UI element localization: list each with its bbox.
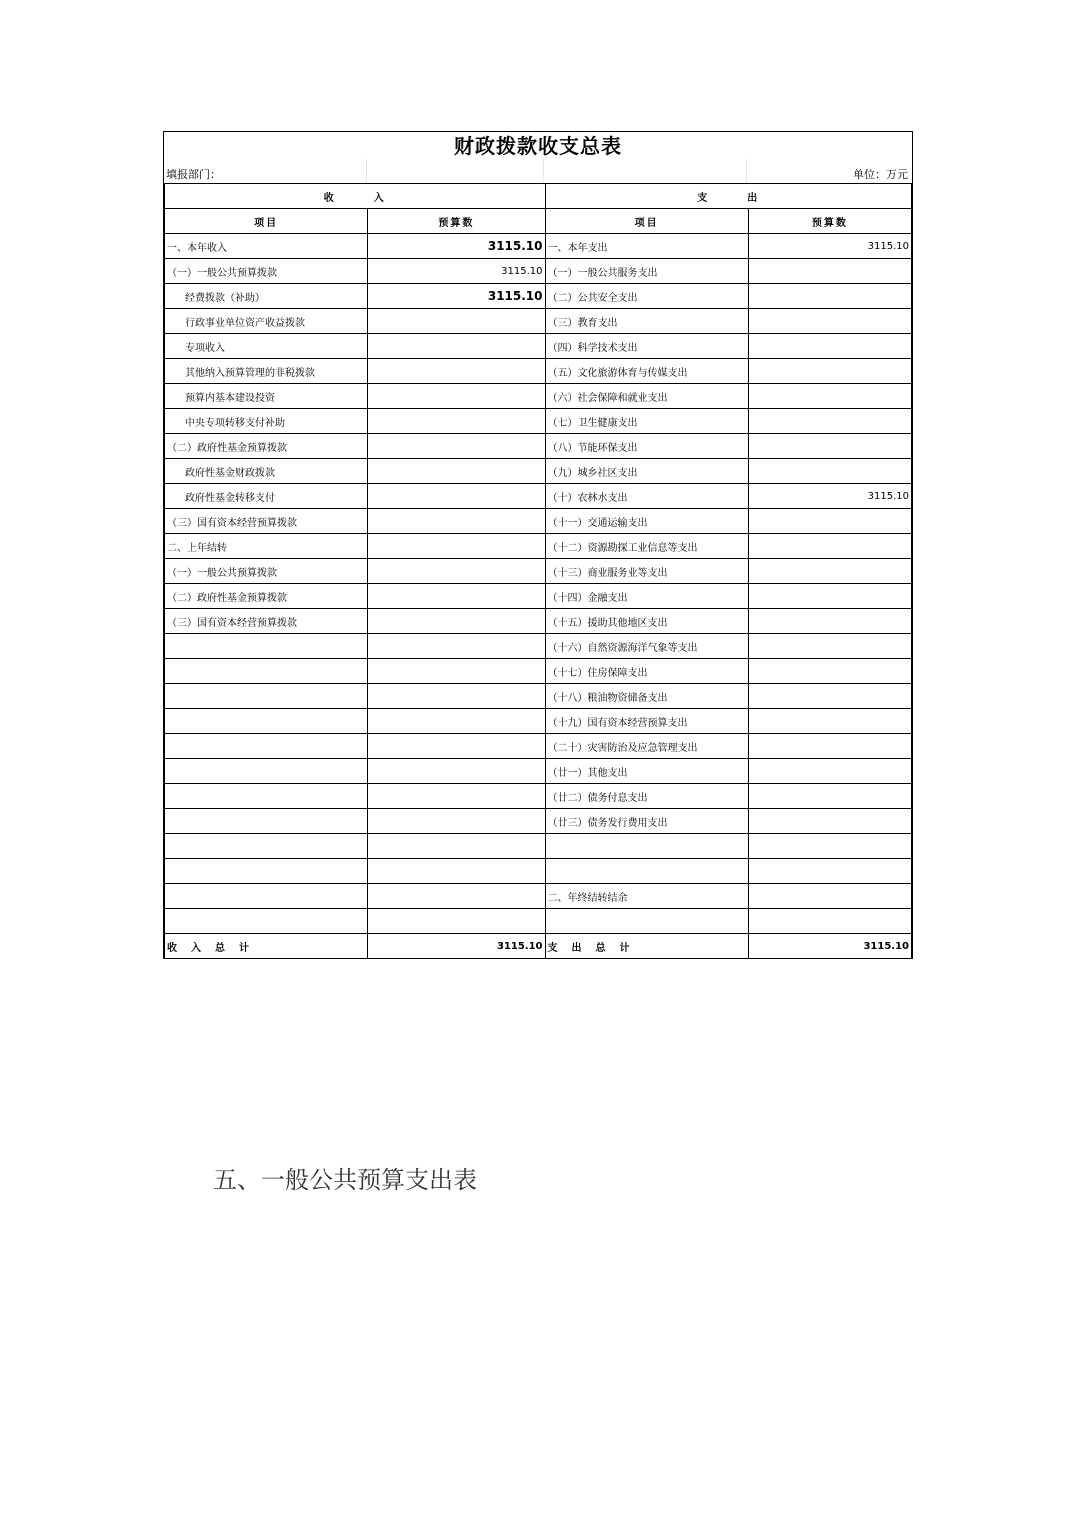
expense-item: （廿一）其他支出 — [545, 759, 748, 784]
income-budget-value — [368, 684, 545, 709]
income-item: 其他纳入预算管理的非税拨款 — [165, 359, 368, 384]
income-budget-value — [368, 809, 545, 834]
expense-item: （十五）援助其他地区支出 — [545, 609, 748, 634]
table-row — [165, 409, 912, 434]
expense-budget-value — [748, 434, 911, 459]
table-row — [165, 834, 912, 859]
expense-budget-value — [748, 259, 911, 284]
table-row — [165, 534, 912, 559]
expense-item: （十九）国有资本经营预算支出 — [545, 709, 748, 734]
expense-budget-value — [748, 534, 911, 559]
income-item — [165, 709, 368, 734]
income-budget-value — [368, 309, 545, 334]
budget-summary-sheet — [163, 131, 913, 959]
income-budget-value — [368, 609, 545, 634]
expense-budget-value — [748, 384, 911, 409]
table-row — [165, 434, 912, 459]
expense-budget-value — [748, 359, 911, 384]
expense-budget-value — [748, 734, 911, 759]
income-item-header: 项目 — [165, 209, 368, 234]
expense-item: （十七）住房保障支出 — [545, 659, 748, 684]
expense-budget-value — [748, 634, 911, 659]
expense-budget-value — [748, 659, 911, 684]
expense-budget-value — [748, 309, 911, 334]
income-budget-value — [368, 509, 545, 534]
income-item: 一、本年收入 — [165, 234, 368, 259]
expense-budget-value — [748, 859, 911, 884]
dept-label: 填报部门： — [166, 168, 221, 181]
income-budget-header: 预算数 — [368, 209, 545, 234]
divider — [366, 159, 367, 183]
table-row — [165, 734, 912, 759]
income-item: 二、上年结转 — [165, 534, 368, 559]
expense-budget-value — [748, 759, 911, 784]
table-row — [165, 784, 912, 809]
unit-label: 单位：万元 — [853, 168, 908, 181]
expense-char-1: 支 — [697, 192, 710, 204]
expense-item: （四）科学技术支出 — [545, 334, 748, 359]
income-item — [165, 659, 368, 684]
income-char-1: 收 — [323, 192, 336, 204]
expense-budget-value — [748, 584, 911, 609]
expense-budget-value — [748, 334, 911, 359]
expense-item-header: 项目 — [545, 209, 748, 234]
table-row — [165, 234, 912, 259]
expense-item: （十八）粮油物资储备支出 — [545, 684, 748, 709]
expense-budget-value — [748, 284, 911, 309]
income-budget-value: 3115.10 — [368, 284, 545, 309]
table-row — [165, 659, 912, 684]
column-header-row — [165, 209, 912, 234]
income-item: 行政事业单位资产收益拨款 — [165, 309, 368, 334]
income-budget-value — [368, 884, 545, 909]
expense-budget-value — [748, 609, 911, 634]
income-item: 经费拨款（补助） — [165, 284, 368, 309]
expense-item: （八）节能环保支出 — [545, 434, 748, 459]
table-row — [165, 759, 912, 784]
income-item — [165, 834, 368, 859]
income-item: （三）国有资本经营预算拨款 — [165, 609, 368, 634]
income-budget-value — [368, 759, 545, 784]
table-row — [165, 884, 912, 909]
expense-item: （二）公共安全支出 — [545, 284, 748, 309]
expense-budget-value — [748, 909, 911, 934]
expense-char-2: 出 — [747, 192, 760, 204]
income-budget-value — [368, 834, 545, 859]
income-item: （一）一般公共预算拨款 — [165, 259, 368, 284]
expense-item: （十三）商业服务业等支出 — [545, 559, 748, 584]
expense-budget-value: 3115.10 — [748, 234, 911, 259]
expense-item — [545, 909, 748, 934]
income-item — [165, 684, 368, 709]
expense-item: （十四）金融支出 — [545, 584, 748, 609]
income-budget-value — [368, 409, 545, 434]
expense-item: （二十）灾害防治及应急管理支出 — [545, 734, 748, 759]
table-row — [165, 284, 912, 309]
income-item: 中央专项转移支付补助 — [165, 409, 368, 434]
income-item: （二）政府性基金预算拨款 — [165, 434, 368, 459]
expense-budget-value: 3115.10 — [748, 484, 911, 509]
income-budget-value — [368, 459, 545, 484]
expense-budget-value — [748, 784, 911, 809]
income-budget-value — [368, 909, 545, 934]
expense-budget-value — [748, 509, 911, 534]
meta-row — [164, 159, 912, 183]
expense-item: （三）教育支出 — [545, 309, 748, 334]
expense-budget-value — [748, 459, 911, 484]
income-item: 政府性基金转移支付 — [165, 484, 368, 509]
table-row — [165, 709, 912, 734]
expense-section-header — [545, 184, 912, 209]
table-row — [165, 609, 912, 634]
table-row — [165, 509, 912, 534]
income-budget-value: 3115.10 — [368, 234, 545, 259]
income-item — [165, 634, 368, 659]
income-budget-value — [368, 559, 545, 584]
income-budget-value — [368, 434, 545, 459]
table-row — [165, 334, 912, 359]
income-budget-value — [368, 534, 545, 559]
expense-item: （十）农林水支出 — [545, 484, 748, 509]
income-budget-value — [368, 784, 545, 809]
expense-budget-header: 预算数 — [748, 209, 911, 234]
divider — [746, 159, 747, 183]
expense-item — [545, 859, 748, 884]
expense-budget-value — [748, 834, 911, 859]
expense-item — [545, 834, 748, 859]
expense-total-value: 3115.10 — [748, 934, 911, 959]
income-budget-value — [368, 859, 545, 884]
income-budget-value — [368, 584, 545, 609]
income-budget-value — [368, 359, 545, 384]
totals-row — [165, 934, 912, 959]
income-budget-value — [368, 484, 545, 509]
income-item: （三）国有资本经营预算拨款 — [165, 509, 368, 534]
expense-total-label: 支出总计 — [545, 934, 748, 959]
expense-budget-value — [748, 409, 911, 434]
income-item — [165, 809, 368, 834]
expense-item: （一）一般公共服务支出 — [545, 259, 748, 284]
table-row — [165, 684, 912, 709]
expense-item: （五）文化旅游体育与传媒支出 — [545, 359, 748, 384]
next-section-heading: 五、一般公共预算支出表 — [213, 1166, 477, 1194]
expense-budget-value — [748, 684, 911, 709]
income-budget-value — [368, 334, 545, 359]
table-row — [165, 459, 912, 484]
income-item: 政府性基金财政拨款 — [165, 459, 368, 484]
expense-item: 二、年终结转结余 — [545, 884, 748, 909]
income-budget-value — [368, 734, 545, 759]
table-row — [165, 859, 912, 884]
expense-budget-value — [748, 884, 911, 909]
income-item — [165, 859, 368, 884]
budget-table — [164, 183, 912, 959]
income-item: （一）一般公共预算拨款 — [165, 559, 368, 584]
expense-item: （十六）自然资源海洋气象等支出 — [545, 634, 748, 659]
income-budget-value — [368, 659, 545, 684]
income-budget-value — [368, 384, 545, 409]
income-total-value: 3115.10 — [368, 934, 545, 959]
table-row — [165, 359, 912, 384]
expense-item: （六）社会保障和就业支出 — [545, 384, 748, 409]
income-section-header — [165, 184, 546, 209]
income-total-label: 收入总计 — [165, 934, 368, 959]
income-budget-value — [368, 634, 545, 659]
expense-item: （七）卫生健康支出 — [545, 409, 748, 434]
table-row — [165, 809, 912, 834]
income-item: 预算内基本建设投资 — [165, 384, 368, 409]
expense-item: （十一）交通运输支出 — [545, 509, 748, 534]
expense-item: （廿三）债务发行费用支出 — [545, 809, 748, 834]
income-item — [165, 759, 368, 784]
table-row — [165, 559, 912, 584]
expense-item: （十二）资源勘探工业信息等支出 — [545, 534, 748, 559]
table-row — [165, 909, 912, 934]
expense-budget-value — [748, 809, 911, 834]
table-row — [165, 484, 912, 509]
income-item: （二）政府性基金预算拨款 — [165, 584, 368, 609]
income-budget-value: 3115.10 — [368, 259, 545, 284]
section-header-row — [165, 184, 912, 209]
income-item — [165, 909, 368, 934]
divider — [543, 159, 544, 183]
expense-item: （九）城乡社区支出 — [545, 459, 748, 484]
income-char-2: 入 — [373, 192, 386, 204]
table-row — [165, 634, 912, 659]
income-item — [165, 784, 368, 809]
table-row — [165, 259, 912, 284]
table-row — [165, 584, 912, 609]
table-row — [165, 384, 912, 409]
income-item — [165, 884, 368, 909]
expense-item: （廿二）债务付息支出 — [545, 784, 748, 809]
table-row — [165, 309, 912, 334]
table-title: 财政拨款收支总表 — [454, 134, 622, 158]
income-item: 专项收入 — [165, 334, 368, 359]
expense-budget-value — [748, 709, 911, 734]
expense-item: 一、本年支出 — [545, 234, 748, 259]
income-item — [165, 734, 368, 759]
income-budget-value — [368, 709, 545, 734]
expense-budget-value — [748, 559, 911, 584]
